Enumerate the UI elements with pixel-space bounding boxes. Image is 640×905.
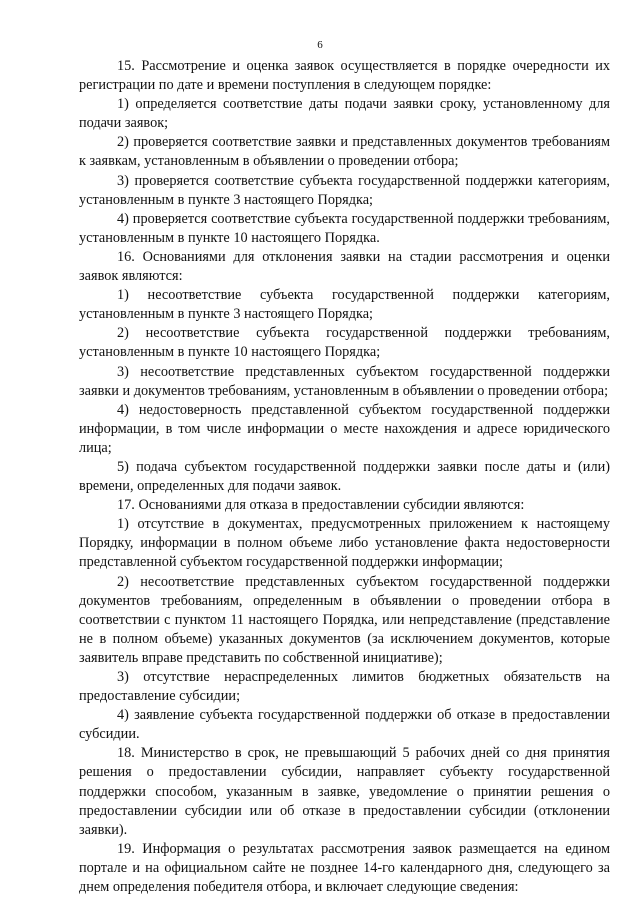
paragraph-17-intro: 17. Основаниями для отказа в предоставлении субсидии являются: — [117, 497, 525, 514]
page-number: 6 — [317, 39, 323, 51]
paragraph-16-item-1: 1) несоответствие субъекта государственной поддержки категориям, установленным в пункте 3 настоящего Порядка; — [79, 287, 610, 323]
paragraph-16-intro: 16. Основаниями для отклонения заявки на стадии рассмотрения и оценки заявок являются: — [79, 248, 610, 285]
paragraph-17-item-2: 2) несоответствие представленных субъектом государственной поддержки документов требованиям, определенным в объявлении о проведении отбора в соответствии с пунктом 11 настоящего Порядка, или непредставление (представление не в полном объеме) указанных документов (за исключением документов, которые заявитель вправе представить по собственной инициативе); — [79, 573, 610, 666]
document-body — [79, 57, 610, 897]
paragraph-16-item-2: 2) несоответствие субъекта государственной поддержки требованиям, установленным в пункте 10 настоящего Порядка; — [79, 325, 610, 361]
paragraph-17-item-1: 1) отсутствие в документах, предусмотренных приложением к настоящему Порядку, информации в полном объеме либо установление факта недостоверности представленной субъектом государственной поддержки информации; — [79, 516, 610, 571]
paragraph-19: 19. Информация о результатах рассмотрения заявок размещается на едином портале и на официальном сайте не позднее 14-го календарного дня, следующего за днем определения победителя отбора, и включает следующие сведения: — [79, 840, 610, 896]
paragraph-15-item-2: 2) проверяется соответствие заявки и представленных документов требованиям к заявкам, установленным в объявлении о проведении отбора; — [79, 134, 610, 170]
paragraph-15-item-4: 4) проверяется соответствие субъекта государственной поддержки требованиям, установленным в пункте 10 настоящего Порядка. — [79, 210, 610, 246]
paragraph-16-item-3: 3) несоответствие представленных субъектом государственной поддержки заявки и документов требованиям, установленным в объявлении о проведении отбора; — [79, 363, 610, 399]
paragraph-16-item-4: 4) недостоверность представленной субъектом государственной поддержки информации, в том числе информации о месте нахождения и адресе юридического лица; — [79, 401, 610, 456]
paragraph-15-item-3: 3) проверяется соответствие субъекта государственной поддержки категориям, установленным в пункте 3 настоящего Порядка; — [79, 172, 610, 208]
paragraph-15-intro: 15. Рассмотрение и оценка заявок осуществляется в порядке очередности их регистрации по дате и времени поступления в следующем порядке: — [79, 58, 610, 94]
paragraph-15-item-1: 1) определяется соответствие даты подачи заявки сроку, установленному для подачи заявок; — [79, 96, 610, 132]
paragraph-18: 18. Министерство в срок, не превышающий 5 рабочих дней со дня принятия решения о предоставлении субсидии, направляет субъекту государственной поддержки способом, указанным в заявке, уведомление о принятии решения о предоставлении субсидии или об отказе в предоставлении субсидии (отклонении заявки). — [79, 745, 610, 838]
paragraph-17-item-3: 3) отсутствие нераспределенных лимитов бюджетных обязательств на предоставление субсидии; — [79, 669, 610, 705]
paragraph-17-item-4: 4) заявление субъекта государственной поддержки об отказе в предоставлении субсидии. — [79, 707, 610, 743]
paragraph-16-item-5: 5) подача субъектом государственной поддержки заявки после даты и (или) времени, определенных для подачи заявок. — [79, 458, 610, 495]
